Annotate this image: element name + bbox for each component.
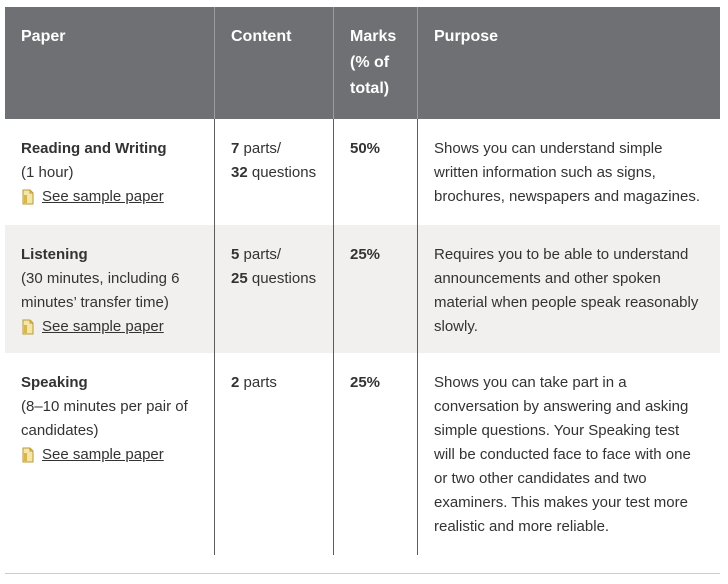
parts-text: parts/ — [239, 140, 282, 157]
questions-count: 32 — [231, 164, 248, 181]
marks-cell: 25% — [333, 353, 417, 555]
paper-title: Speaking — [21, 374, 88, 391]
parts-count: 2 — [231, 374, 240, 391]
parts-line — [231, 371, 317, 395]
table-row — [5, 119, 720, 225]
paper-cell — [5, 225, 214, 353]
table-row — [5, 353, 720, 555]
sample-paper-link-row[interactable] — [21, 315, 198, 339]
parts-text: parts — [239, 374, 277, 391]
header-marks-line1: Marks — [350, 28, 397, 45]
header-purpose: Purpose — [417, 7, 720, 119]
questions-text: questions — [247, 164, 317, 181]
sample-paper-link[interactable]: See sample paper — [42, 446, 164, 463]
sample-paper-link[interactable]: See sample paper — [42, 318, 164, 335]
parts-line — [231, 137, 317, 161]
paper-cell — [5, 353, 214, 555]
content-cell — [214, 353, 333, 555]
header-marks-line2: (% of — [350, 54, 390, 71]
table-row — [5, 225, 720, 353]
table-header-row — [5, 7, 720, 119]
pdf-document-icon[interactable] — [21, 189, 35, 205]
marks-cell: 25% — [333, 225, 417, 353]
purpose-cell: Shows you can take part in a conversation by answering and asking simple questions. Your Speaking test will be conducted face to face with one or two other candidates and two examiners. This makes your test more realistic and more reliable. — [417, 353, 720, 555]
header-paper: Paper — [21, 28, 66, 45]
sample-paper-link-row[interactable] — [21, 443, 198, 467]
pdf-document-icon[interactable] — [21, 319, 35, 335]
parts-count: 5 — [231, 246, 240, 263]
parts-text: parts/ — [239, 246, 282, 263]
paper-title: Listening — [21, 246, 88, 263]
table-bottom-divider — [5, 573, 720, 574]
header-marks — [333, 7, 417, 119]
purpose-cell: Requires you to be able to understand announcements and other spoken material when people speak reasonably slowly. — [417, 225, 720, 353]
marks-cell: 50% — [333, 119, 417, 225]
paper-duration: (1 hour) — [21, 164, 74, 181]
paper-duration: (30 minutes, including 6 minutes’ transfer time) — [21, 270, 180, 311]
paper-title: Reading and Writing — [21, 140, 167, 157]
purpose-cell: Shows you can understand simple written information such as signs, brochures, newspapers and magazines. — [417, 119, 720, 225]
paper-duration: (8–10 minutes per pair of candidates) — [21, 398, 188, 439]
header-marks-line3: total) — [350, 80, 390, 97]
questions-line — [231, 267, 317, 291]
paper-cell — [5, 119, 214, 225]
header-content: Content — [214, 7, 333, 119]
content-cell — [214, 225, 333, 353]
questions-text: questions — [247, 270, 317, 287]
exam-papers-table — [5, 7, 720, 555]
questions-count: 25 — [231, 270, 248, 287]
questions-line — [231, 161, 317, 185]
parts-line — [231, 243, 317, 267]
sample-paper-link-row[interactable] — [21, 185, 198, 209]
sample-paper-link[interactable]: See sample paper — [42, 188, 164, 205]
parts-count: 7 — [231, 140, 240, 157]
content-cell — [214, 119, 333, 225]
pdf-document-icon[interactable] — [21, 447, 35, 463]
